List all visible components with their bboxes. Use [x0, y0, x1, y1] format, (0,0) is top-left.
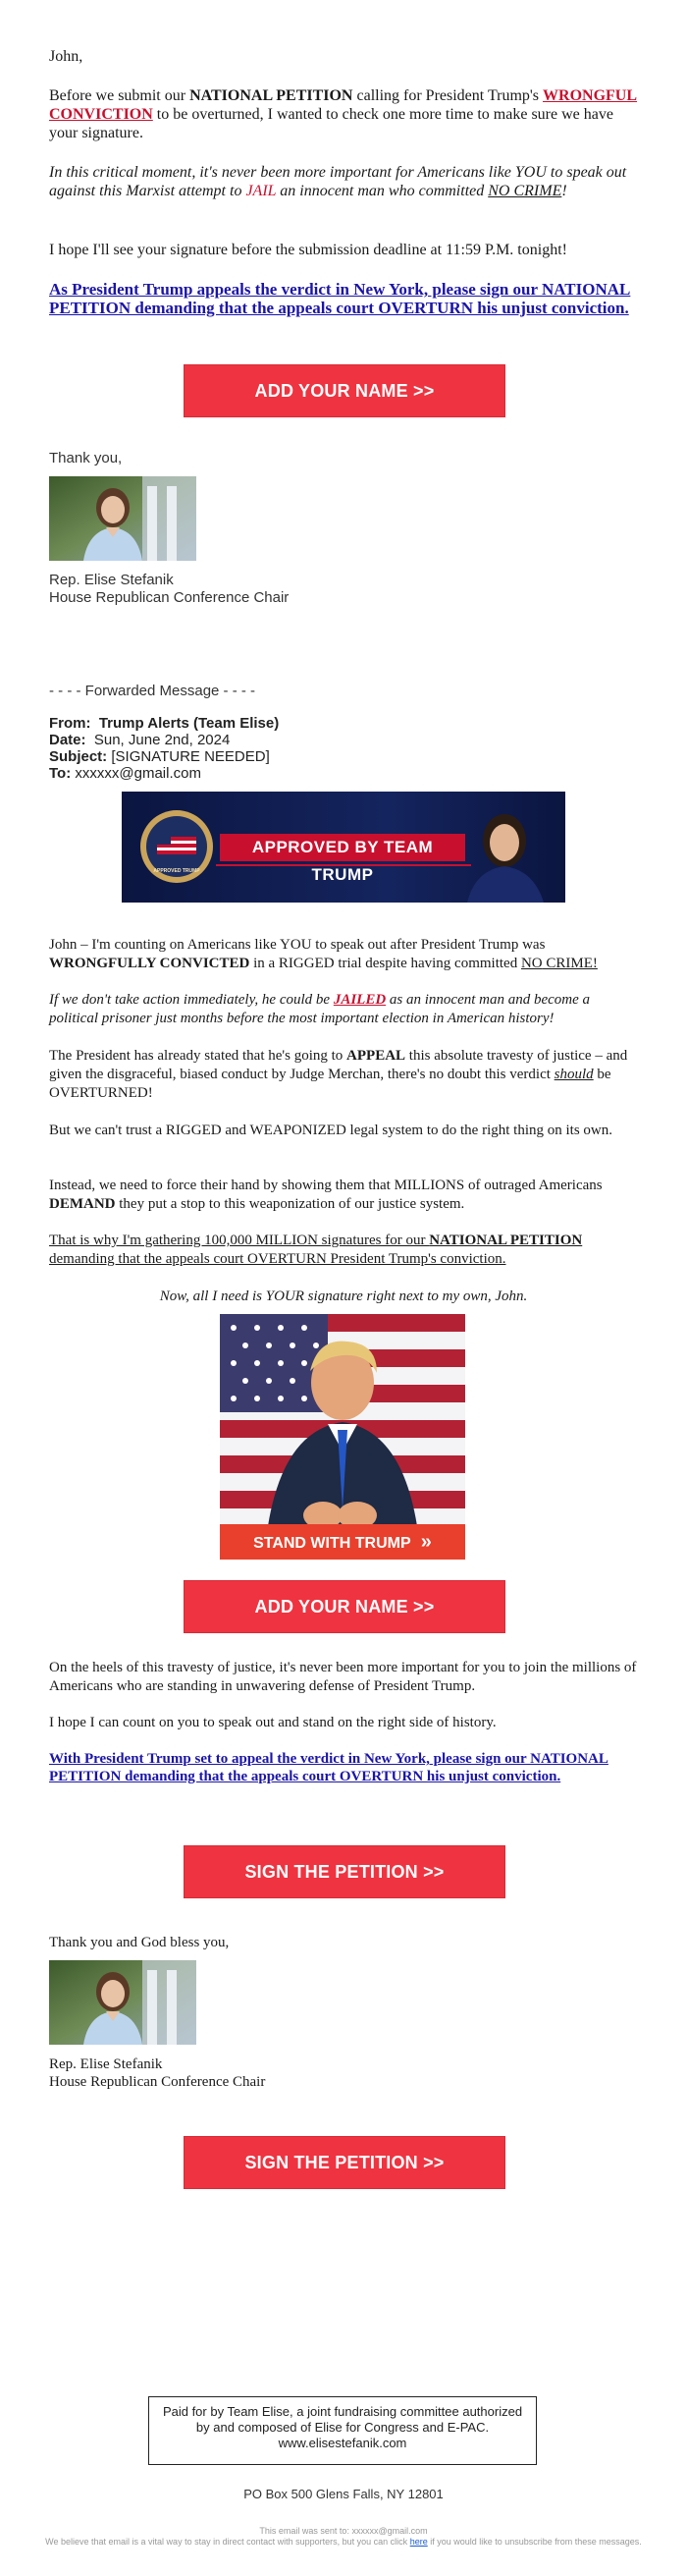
gathering-text-end: demanding that the appeals court OVERTURN President Trump's conviction.	[49, 1251, 506, 1267]
paid-for-box	[148, 2396, 537, 2465]
thank-you-text: Thank you,	[49, 450, 123, 466]
petition-link[interactable]: As President Trump appeals the verdict in New York, please sign our NATIONAL PETITION demanding that the appeals court OVERTURN his unjust conviction.	[49, 280, 631, 317]
unsubscribe-line	[39, 2537, 648, 2548]
to-label: To:	[49, 765, 72, 782]
national-petition-bold: NATIONAL PETITION	[189, 87, 353, 104]
forwarded-header: - - - - Forwarded Message - - - -	[49, 683, 256, 699]
millions-text: Instead, we need to force their hand by showing them that MILLIONS of outraged Americans	[49, 1178, 603, 1193]
wrongful-conviction-text: WRONGFUL CONVICTION	[49, 87, 638, 123]
mailing-address: PO Box 500 Glens Falls, NY 12801	[243, 2487, 444, 2501]
gathering-text: That is why I'm gathering 100,000 MILLION signatures for our	[49, 1233, 430, 1248]
date-value: Sun, June 2nd, 2024	[93, 732, 231, 748]
approved-banner	[122, 792, 565, 903]
intro-text-mid: calling for President Trump's	[352, 87, 544, 104]
thank-you-god-bless: Thank you and God bless you,	[49, 1935, 230, 1950]
to-row	[49, 765, 638, 782]
intro-text-end: to be overturned, I wanted to check one more time to make sure we have your signature.	[49, 106, 613, 141]
unsubscribe-link[interactable]: here	[409, 2537, 428, 2547]
sign-petition-button-2[interactable]: SIGN THE PETITION >>	[184, 2136, 505, 2189]
national-petition-word: NATIONAL PETITION	[429, 1233, 583, 1248]
critical-text: In this critical moment, it's never been more important for Americans like YOU to speak out against this Marxist attempt to	[49, 164, 627, 199]
banner-badge-text: APPROVED TRUMP	[153, 868, 200, 874]
banner-title: APPROVED BY TEAM TRUMP	[251, 838, 434, 884]
count-on-you-paragraph: I hope I can count on you to speak out and stand on the right side of history.	[49, 1715, 497, 1730]
counting-text-mid: in a RIGGED trial despite having committed	[249, 956, 521, 971]
signature-block	[49, 572, 638, 607]
date-row	[49, 732, 638, 748]
counting-paragraph	[49, 936, 638, 973]
elise-portrait-image	[49, 476, 196, 561]
jailed-paragraph	[49, 991, 638, 1028]
subject-label: Subject:	[49, 748, 108, 765]
no-crime-text: NO CRIME	[488, 183, 562, 199]
signature-name-2: Rep. Elise Stefanik	[49, 2056, 163, 2072]
signature-title: House Republican Conference Chair	[49, 589, 290, 606]
date-label: Date:	[49, 732, 86, 748]
stand-with-trump-caption	[220, 1524, 465, 1560]
signature-name: Rep. Elise Stefanik	[49, 572, 174, 588]
millions-paragraph	[49, 1177, 638, 1214]
appeal-paragraph	[49, 1047, 638, 1103]
subject-row	[49, 748, 638, 765]
from-value: Trump Alerts (Team Elise)	[98, 715, 280, 732]
elise-photo-2	[49, 1960, 196, 2045]
to-value: xxxxxx@gmail.com	[75, 765, 201, 782]
elise-portrait-image-2	[49, 1960, 196, 2045]
from-row	[49, 715, 638, 732]
petition-link-2[interactable]: With President Trump set to appeal the verdict in New York, please sign our NATIONAL PETITION demanding that the appeals court OVERTURN his unjust conviction.	[49, 1751, 608, 1784]
subject-value: [SIGNATURE NEEDED]	[111, 748, 270, 765]
demand-word: DEMAND	[49, 1196, 116, 1212]
deadline-paragraph: I hope I'll see your signature before the submission deadline at 11:59 P.M. tonight!	[49, 242, 567, 258]
unsubscribe-text: We believe that email is a vital way to stay in direct contact with supporters, but you can click	[45, 2537, 410, 2547]
sent-to-text: This email was sent to: xxxxxx@gmail.com	[259, 2526, 428, 2536]
sign-petition-button[interactable]: SIGN THE PETITION >>	[184, 1845, 505, 1898]
signature-request: Now, all I need is YOUR signature right next to my own, John.	[159, 1288, 528, 1304]
add-your-name-button-2[interactable]: ADD YOUR NAME >>	[184, 1580, 505, 1633]
paid-for-text: Paid for by Team Elise, a joint fundraising committee authorized by and composed of Elise for Congress and E-PAC. www.elisestefanik.com	[162, 2404, 523, 2450]
footer-fine-print	[39, 2526, 648, 2548]
stand-with-trump-image[interactable]	[220, 1314, 465, 1560]
from-label: From:	[49, 715, 91, 732]
greeting: John,	[49, 48, 83, 65]
trump-photo	[220, 1314, 465, 1560]
should-word: should	[554, 1067, 594, 1082]
add-your-name-button[interactable]: ADD YOUR NAME >>	[184, 364, 505, 417]
appeal-text-end: be OVERTURNED!	[49, 1067, 611, 1101]
forwarded-meta	[49, 715, 638, 782]
critical-text-mid: an innocent man who committed	[276, 183, 489, 199]
elise-photo	[49, 476, 196, 561]
signature-block-2	[49, 2055, 638, 2091]
gathering-paragraph	[49, 1232, 638, 1269]
jail-text: JAIL	[245, 183, 277, 199]
wrongfully-convicted-text: WRONGFULLY CONVICTED	[49, 956, 250, 971]
crime-text: CRIME!	[542, 956, 598, 971]
jailed-text: If we don't take action immediately, he could be	[49, 992, 334, 1008]
chevron-right-icon: »	[420, 1531, 432, 1553]
caption-text: STAND WITH TRUMP	[253, 1535, 411, 1552]
critical-moment-paragraph	[49, 163, 638, 200]
counting-text: John – I'm counting on Americans like YOU to speak out after President Trump was	[49, 937, 546, 953]
appeal-text-mid: this absolute travesty of justice – and given the disgraceful, biased conduct by Judge Merchan, there's no doubt this verdict	[49, 1048, 628, 1082]
intro-text: Before we submit our	[49, 87, 190, 104]
appeal-word: APPEAL	[346, 1048, 406, 1064]
no-text: NO	[520, 956, 543, 971]
critical-text-end: !	[561, 183, 567, 199]
jailed-text-end: as an innocent man and become a political prisoner just months before the most important election in American history!	[49, 992, 591, 1026]
millions-text-end: they put a stop to this weaponization of our justice system.	[115, 1196, 465, 1212]
signature-title-2: House Republican Conference Chair	[49, 2074, 266, 2090]
heels-paragraph: On the heels of this travesty of justice, it's never been more important for you to join the millions of Americans who are standing in unwavering defense of President Trump.	[49, 1660, 637, 1694]
unsubscribe-text-end: if you would like to unsubscribe from these messages.	[427, 2537, 642, 2547]
intro-paragraph	[49, 86, 638, 142]
appeal-text: The President has already stated that he's going to	[49, 1048, 347, 1064]
jailed-word: JAILED	[333, 992, 387, 1008]
rigged-paragraph: But we can't trust a RIGGED and WEAPONIZED legal system to do the right thing on its own.	[49, 1123, 613, 1138]
